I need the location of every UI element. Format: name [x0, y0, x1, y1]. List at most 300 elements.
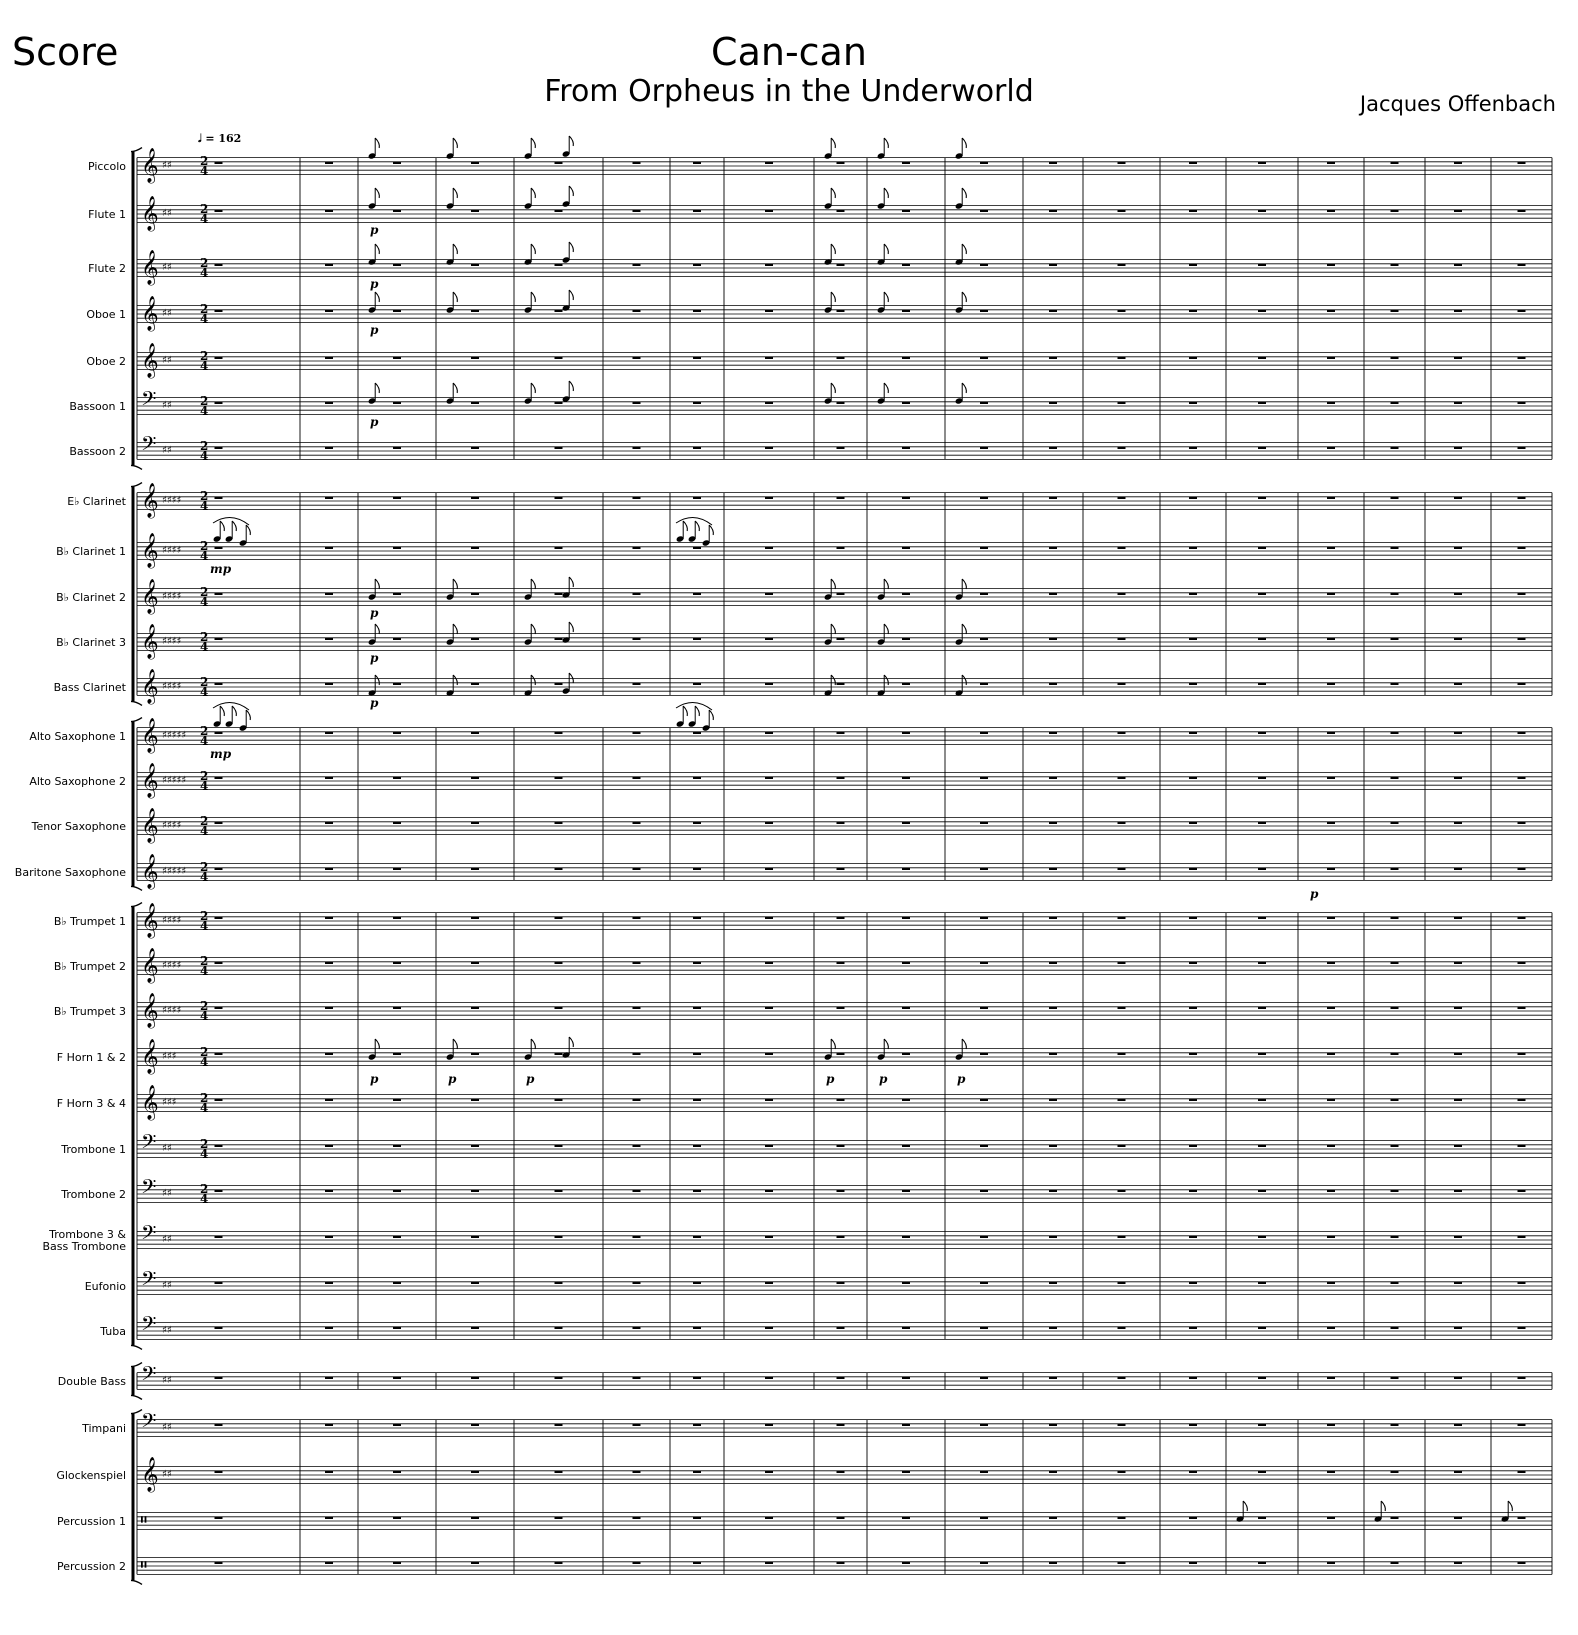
measure-rest: [980, 732, 988, 734]
measure-rest: [1118, 402, 1126, 404]
clef-symbol: 𝄞: [141, 250, 159, 285]
measure-rest: [215, 593, 223, 595]
measure-rest: [1049, 1099, 1057, 1101]
note-flag: [962, 1039, 966, 1049]
bracket-hook: [131, 465, 142, 469]
measure-rest: [693, 1517, 701, 1519]
measure-rest: [693, 1562, 701, 1564]
measure-rest: [980, 917, 988, 919]
time-signature-bottom: 4: [200, 549, 209, 563]
measure-rest: [765, 777, 773, 779]
time-signature-bottom: 4: [200, 640, 209, 654]
measure-rest: [1518, 497, 1526, 499]
measure-rest: [215, 777, 223, 779]
measure-rest: [1118, 447, 1126, 449]
instrument-name: Flute 1: [88, 208, 126, 221]
measure-rest: [633, 868, 641, 870]
measure-rest: [1049, 402, 1057, 404]
rests: [215, 162, 1526, 1564]
measure-rest: [471, 1517, 479, 1519]
measure-rest: [1327, 1327, 1335, 1329]
measure-rest: [902, 1190, 910, 1192]
measure-rest: [1454, 1424, 1462, 1426]
measure-rest: [1454, 210, 1462, 212]
note-flag: [453, 292, 457, 302]
measure-rest: [1189, 1424, 1197, 1426]
note-flag: [569, 242, 573, 252]
measure-rest: [1118, 1282, 1126, 1284]
measure-rest: [555, 593, 563, 595]
measure-rest: [693, 402, 701, 404]
measure-rest: [555, 1053, 563, 1055]
measure-rest: [1049, 1327, 1057, 1329]
time-signature-top: 2: [200, 860, 209, 874]
measure-rest: [325, 732, 333, 734]
measure-rest: [1189, 210, 1197, 212]
time-signature-top: 2: [200, 675, 209, 689]
measure-rest: [765, 1053, 773, 1055]
measure-rest: [1518, 1471, 1526, 1473]
measure-rest: [1189, 1236, 1197, 1238]
measure-rest: [1118, 1145, 1126, 1147]
measure-rest: [393, 1236, 401, 1238]
measure-rest: [693, 962, 701, 964]
measure-rest: [325, 1562, 333, 1564]
measure-rest: [1454, 402, 1462, 404]
measure-rest: [1391, 1190, 1399, 1192]
measure-rest: [1189, 1099, 1197, 1101]
instrument-name: Bassoon 2: [69, 445, 126, 458]
measure-rest: [1518, 638, 1526, 640]
measure-rest: [325, 683, 333, 685]
measure-rest: [1189, 1517, 1197, 1519]
measure-rest: [1049, 447, 1057, 449]
measure-rest: [837, 962, 845, 964]
staff: [54, 993, 1552, 1029]
measure-rest: [471, 264, 479, 266]
measure-rest: [1391, 1327, 1399, 1329]
measure-rest: [980, 962, 988, 964]
measure-rest: [902, 1377, 910, 1379]
measure-rest: [902, 1282, 910, 1284]
measure-rest: [633, 732, 641, 734]
note-flag: [453, 1039, 457, 1049]
clef-symbol: 𝄢: [141, 432, 157, 460]
measure-rest: [555, 1327, 563, 1329]
measure-rest: [1454, 1236, 1462, 1238]
measure-rest: [837, 732, 845, 734]
measure-rest: [765, 264, 773, 266]
note-flag: [232, 706, 236, 716]
measure-rest: [1518, 357, 1526, 359]
measure-rest: [471, 210, 479, 212]
measure-rest: [1518, 1007, 1526, 1009]
measure-rest: [1258, 917, 1266, 919]
key-signature: ♯♯♯♯: [162, 636, 182, 647]
staff: [54, 948, 1552, 984]
measure-rest: [837, 593, 845, 595]
dynamic-marking: p: [448, 1072, 457, 1086]
measure-rest: [471, 1327, 479, 1329]
measure-rest: [980, 1562, 988, 1564]
instrument-name: Bass Trombone: [42, 1240, 126, 1253]
measure-rest: [1327, 1517, 1335, 1519]
staff: [86, 343, 1552, 379]
staff: [67, 483, 1552, 519]
measure-rest: [693, 1471, 701, 1473]
time-signature-top: 2: [200, 585, 209, 599]
note-flag: [375, 188, 379, 198]
measure-rest: [1391, 868, 1399, 870]
staff: [86, 296, 1552, 332]
measure-rest: [1327, 357, 1335, 359]
measure-rest: [902, 1424, 910, 1426]
time-signature-bottom: 4: [200, 870, 209, 884]
measure-rest: [1327, 402, 1335, 404]
composer-name: Jacques Offenbach: [1359, 92, 1556, 116]
measure-rest: [1454, 497, 1462, 499]
measure-rest: [215, 638, 223, 640]
measure-rest: [765, 447, 773, 449]
measure-rest: [1189, 917, 1197, 919]
measure-rest: [1518, 1562, 1526, 1564]
time-signature-bottom: 4: [200, 164, 209, 178]
measure-rest: [471, 593, 479, 595]
measure-rest: [980, 1471, 988, 1473]
measure-rest: [325, 1424, 333, 1426]
clef-symbol: 𝄞: [141, 808, 159, 843]
measure-rest: [325, 1236, 333, 1238]
measure-rest: [1391, 917, 1399, 919]
measure-rest: [471, 357, 479, 359]
instrument-name: Trombone 3 &: [49, 1228, 126, 1241]
staff: [99, 1312, 1552, 1340]
note-flag: [884, 383, 888, 393]
note-flag: [884, 138, 888, 148]
measure-rest: [325, 547, 333, 549]
clef-symbol: 𝄢: [141, 387, 157, 415]
key-signature: ♯♯♯: [162, 1097, 177, 1108]
dynamic-marking: p: [370, 696, 379, 710]
note-flag: [962, 579, 966, 589]
measure-rest: [633, 1145, 641, 1147]
measure-rest: [1189, 497, 1197, 499]
note-flag: [962, 383, 966, 393]
barlines: [131, 148, 1552, 1585]
measure-rest: [215, 357, 223, 359]
measure-rest: [765, 310, 773, 312]
measure-rest: [393, 210, 401, 212]
key-signature: ♯♯: [162, 1375, 172, 1386]
measure-rest: [980, 822, 988, 824]
measure-rest: [555, 1236, 563, 1238]
measure-rest: [837, 264, 845, 266]
note-flag: [962, 292, 966, 302]
note-flag: [884, 579, 888, 589]
staff: [54, 903, 1552, 939]
measure-rest: [902, 683, 910, 685]
measure-rest: [837, 1236, 845, 1238]
measure-rest: [1258, 1053, 1266, 1055]
measure-rest: [1454, 868, 1462, 870]
dynamic-marking: p: [526, 1072, 535, 1086]
note-flag: [569, 290, 573, 300]
staff: [57, 1555, 1552, 1576]
measure-rest: [1391, 357, 1399, 359]
measure-rest: [693, 917, 701, 919]
measure-rest: [393, 1424, 401, 1426]
note-flag: [884, 292, 888, 302]
measure-rest: [1049, 822, 1057, 824]
measure-rest: [1391, 210, 1399, 212]
staff: [31, 808, 1552, 844]
clef-symbol: 𝄞: [141, 196, 159, 231]
measure-rest: [902, 1007, 910, 1009]
measure-rest: [1189, 1145, 1197, 1147]
measure-rest: [471, 683, 479, 685]
slur: [213, 702, 249, 710]
measure-rest: [1189, 310, 1197, 312]
measure-rest: [1049, 1517, 1057, 1519]
measure-rest: [393, 822, 401, 824]
measure-rest: [215, 402, 223, 404]
measure-rest: [1118, 210, 1126, 212]
note-flag: [1243, 1501, 1247, 1511]
measure-rest: [215, 1517, 223, 1519]
note-flag: [962, 244, 966, 254]
dynamic-marking: p: [370, 606, 379, 620]
note-flag: [831, 188, 835, 198]
measure-rest: [393, 1282, 401, 1284]
measure-rest: [1118, 1099, 1126, 1101]
measure-rest: [1327, 1562, 1335, 1564]
piece-subtitle: From Orpheus in the Underworld: [544, 74, 1034, 109]
measure-rest: [1049, 1282, 1057, 1284]
note-flag: [569, 381, 573, 391]
dynamic-marking: mp: [210, 747, 232, 761]
staff: [42, 1221, 1552, 1253]
staff: [56, 579, 1552, 615]
staves: [15, 148, 1552, 1576]
note-flag: [453, 188, 457, 198]
key-signature: ♯♯: [162, 1143, 172, 1154]
time-signature-top: 2: [200, 394, 209, 408]
time-signature-top: 2: [200, 1137, 209, 1151]
measure-rest: [325, 264, 333, 266]
slur: [676, 702, 712, 710]
instrument-name: Piccolo: [87, 160, 126, 173]
time-signature-bottom: 4: [200, 404, 209, 418]
time-signature-top: 2: [200, 202, 209, 216]
measure-rest: [1118, 547, 1126, 549]
note-flag: [962, 624, 966, 634]
measure-rest: [1518, 447, 1526, 449]
note-flag: [569, 1037, 573, 1047]
staff: [56, 533, 1552, 569]
measure-rest: [325, 402, 333, 404]
measure-rest: [902, 822, 910, 824]
measure-rest: [837, 210, 845, 212]
measure-rest: [1454, 310, 1462, 312]
measure-rest: [765, 638, 773, 640]
key-signature: ♯♯♯♯♯: [162, 866, 187, 877]
staff: [15, 854, 1552, 890]
note-flag: [453, 138, 457, 148]
measure-rest: [633, 357, 641, 359]
measure-rest: [1391, 1282, 1399, 1284]
measure-rest: [471, 310, 479, 312]
measure-rest: [215, 1007, 223, 1009]
measure-rest: [902, 1236, 910, 1238]
instrument-name: Double Bass: [57, 1375, 126, 1388]
key-signature: ♯♯: [162, 1325, 172, 1336]
measure-rest: [980, 1190, 988, 1192]
measure-rest: [1454, 1471, 1462, 1473]
measure-rest: [1327, 497, 1335, 499]
measure-rest: [1258, 1377, 1266, 1379]
measure-rest: [471, 868, 479, 870]
measure-rest: [1049, 593, 1057, 595]
key-signature: ♯♯♯♯♯: [162, 730, 187, 741]
measure-rest: [1258, 162, 1266, 164]
dynamic-marking: p: [370, 223, 379, 237]
measure-rest: [215, 497, 223, 499]
measure-rest: [471, 1099, 479, 1101]
time-signature-top: 2: [200, 999, 209, 1013]
measure-rest: [1391, 547, 1399, 549]
measure-rest: [765, 357, 773, 359]
measure-rest: [693, 1007, 701, 1009]
measure-rest: [215, 1424, 223, 1426]
key-signature: ♯♯♯: [162, 1051, 177, 1062]
measure-rest: [555, 357, 563, 359]
measure-rest: [1189, 402, 1197, 404]
measure-rest: [633, 822, 641, 824]
note-flag: [375, 383, 379, 393]
measure-rest: [1454, 1145, 1462, 1147]
clef-symbol: 𝄥: [141, 1555, 147, 1576]
measure-rest: [765, 497, 773, 499]
slur: [676, 517, 712, 525]
measure-rest: [837, 1517, 845, 1519]
measure-rest: [633, 1562, 641, 1564]
instrument-name: Oboe 2: [86, 355, 126, 368]
measure-rest: [471, 162, 479, 164]
staff: [54, 669, 1552, 705]
note-flag: [569, 622, 573, 632]
measure-rest: [471, 1053, 479, 1055]
measure-rest: [1454, 162, 1462, 164]
measure-rest: [765, 868, 773, 870]
measure-rest: [325, 1327, 333, 1329]
note-flag: [709, 710, 713, 720]
measure-rest: [633, 917, 641, 919]
measure-rest: [1454, 1562, 1462, 1564]
measure-rest: [902, 264, 910, 266]
measure-rest: [980, 162, 988, 164]
staff: [29, 718, 1552, 754]
measure-rest: [215, 264, 223, 266]
time-signature-bottom: 4: [200, 449, 209, 463]
measure-rest: [1454, 357, 1462, 359]
measure-rest: [471, 497, 479, 499]
measure-rest: [765, 1327, 773, 1329]
measure-rest: [902, 162, 910, 164]
time-signature-top: 2: [200, 1045, 209, 1059]
measure-rest: [1189, 1053, 1197, 1055]
clef-symbol: 𝄢: [141, 1130, 157, 1158]
measure-rest: [393, 264, 401, 266]
measure-rest: [1258, 1562, 1266, 1564]
measure-rest: [837, 1053, 845, 1055]
measure-rest: [1327, 1282, 1335, 1284]
measure-rest: [1049, 683, 1057, 685]
measure-rest: [1189, 1377, 1197, 1379]
measure-rest: [693, 162, 701, 164]
measure-rest: [393, 638, 401, 640]
key-signature: ♯♯: [162, 262, 172, 273]
measure-rest: [471, 402, 479, 404]
measure-rest: [693, 868, 701, 870]
measure-rest: [633, 962, 641, 964]
measure-rest: [980, 593, 988, 595]
clef-symbol: 𝄞: [141, 483, 159, 518]
note-flag: [453, 675, 457, 685]
measure-rest: [1391, 1424, 1399, 1426]
measure-rest: [1391, 777, 1399, 779]
measure-rest: [980, 447, 988, 449]
measure-rest: [1258, 1190, 1266, 1192]
measure-rest: [393, 1327, 401, 1329]
measure-rest: [555, 732, 563, 734]
measure-rest: [1327, 868, 1335, 870]
measure-rest: [693, 1053, 701, 1055]
measure-rest: [980, 1099, 988, 1101]
measure-rest: [1118, 1424, 1126, 1426]
measure-rest: [1327, 1236, 1335, 1238]
note-flag: [531, 1039, 535, 1049]
measure-rest: [1518, 962, 1526, 964]
measure-rest: [1391, 162, 1399, 164]
note-flag: [884, 1039, 888, 1049]
measure-rest: [693, 1377, 701, 1379]
measure-rest: [1189, 1327, 1197, 1329]
time-signature-top: 2: [200, 154, 209, 168]
measure-rest: [325, 638, 333, 640]
measure-rest: [1454, 1377, 1462, 1379]
measure-rest: [765, 1282, 773, 1284]
measure-rest: [325, 1282, 333, 1284]
measure-rest: [1189, 1562, 1197, 1564]
clef-symbol: 𝄞: [141, 296, 159, 331]
measure-rest: [1518, 732, 1526, 734]
measure-rest: [902, 1471, 910, 1473]
measure-rest: [1327, 1145, 1335, 1147]
measure-rest: [1118, 1517, 1126, 1519]
measure-rest: [1327, 1190, 1335, 1192]
measure-rest: [902, 593, 910, 595]
measure-rest: [215, 1377, 223, 1379]
note-flag: [831, 675, 835, 685]
measure-rest: [1189, 447, 1197, 449]
measure-rest: [765, 1517, 773, 1519]
note-flag: [884, 244, 888, 254]
note-flag: [531, 292, 535, 302]
measure-rest: [1391, 402, 1399, 404]
measure-rest: [215, 822, 223, 824]
measure-rest: [555, 497, 563, 499]
note-flag: [531, 675, 535, 685]
